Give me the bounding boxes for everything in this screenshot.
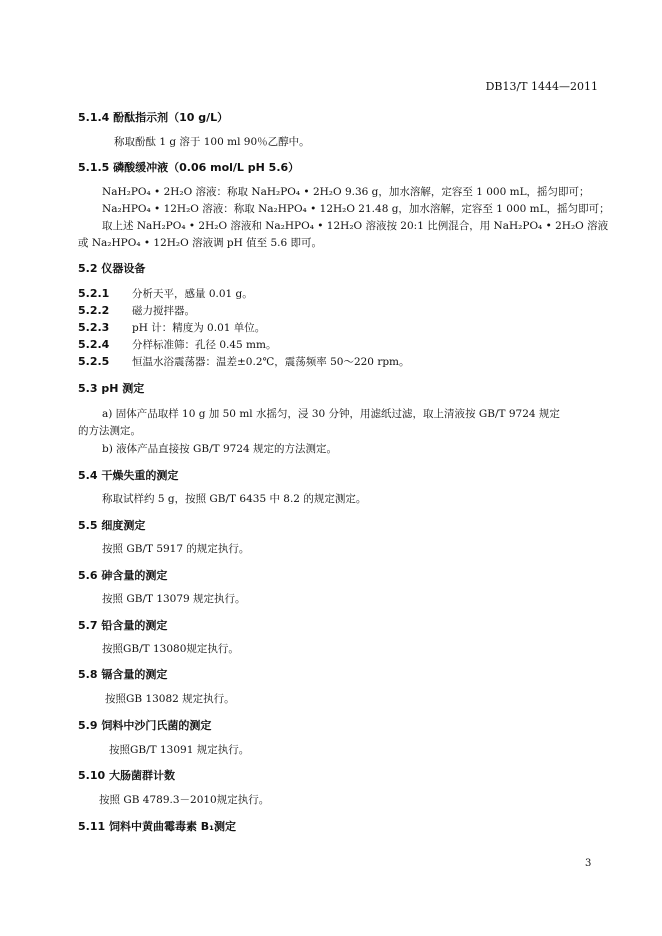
list-item: 5.2.3 pH 计：精度为 0.01 单位。 bbox=[78, 321, 266, 334]
section-title-5-11: 5.11 饲料中黄曲霉毒素 B₁测定 bbox=[78, 820, 237, 833]
buffer-line-1: NaH₂PO₄ • 2H₂O 溶液：称取 NaH₂PO₄ • 2H₂O 9.36 g，加水溶解，定容至 1 000 mL，摇匀即可； bbox=[102, 186, 590, 198]
list-item: 5.2.4 分样标准筛：孔径 0.45 mm。 bbox=[78, 338, 277, 351]
section-title-5-10: 5.10 大肠菌群计数 bbox=[78, 769, 175, 782]
section-body-5-10: 按照 GB 4789.3－2010规定执行。 bbox=[99, 794, 270, 806]
list-item: 5.2.2 磁力搅拌器。 bbox=[78, 304, 195, 317]
section-title-5-1-5: 5.1.5 磷酸缓冲液（0.06 mol/L pH 5.6） bbox=[78, 161, 300, 174]
section-body-5-4: 称取试样约 5 g，按照 GB/T 6435 中 8.2 的规定测定。 bbox=[102, 493, 367, 505]
buffer-line-3: 取上述 NaH₂PO₄ • 2H₂O 溶液和 Na₂HPO₄ • 12H₂O 溶液按 20:1 比例混合，用 NaH₂PO₄ • 2H₂O 溶液 bbox=[102, 220, 609, 232]
ph-item-b: b) 液体产品直接按 GB/T 9724 规定的方法测定。 bbox=[102, 443, 338, 455]
section-title-5-2: 5.2 仪器设备 bbox=[78, 262, 146, 275]
section-body-5-5: 按照 GB/T 5917 的规定执行。 bbox=[102, 543, 250, 555]
section-title-5-4: 5.4 干燥失重的测定 bbox=[78, 469, 179, 482]
document-code: DB13/T 1444—2011 bbox=[485, 80, 598, 93]
section-title-5-7: 5.7 铅含量的测定 bbox=[78, 619, 168, 632]
section-body-5-6: 按照 GB/T 13079 规定执行。 bbox=[102, 593, 246, 605]
ph-item-a-line-1: a) 固体产品取样 10 g 加 50 ml 水摇匀，浸 30 分钟，用滤纸过滤，取上清液按 GB/T 9724 规定 bbox=[102, 408, 560, 420]
section-body-5-1-4: 称取酚酞 1 g 溶于 100 ml 90％乙醇中。 bbox=[114, 136, 310, 148]
buffer-line-2: Na₂HPO₄ • 12H₂O 溶液：称取 Na₂HPO₄ • 12H₂O 21.48 g，加水溶解，定容至 1 000 mL，摇匀即可； bbox=[102, 203, 610, 215]
ph-item-a-line-2: 的方法测定。 bbox=[78, 425, 141, 437]
section-body-5-9: 按照GB/T 13091 规定执行。 bbox=[109, 744, 250, 756]
section-title-5-6: 5.6 砷含量的测定 bbox=[78, 569, 168, 582]
section-title-5-3: 5.3 pH 测定 bbox=[78, 382, 145, 395]
page-number: 3 bbox=[585, 858, 592, 869]
section-body-5-8: 按照GB 13082 规定执行。 bbox=[105, 693, 235, 705]
section-title-5-8: 5.8 镉含量的测定 bbox=[78, 668, 168, 681]
section-body-5-7: 按照GB/T 13080规定执行。 bbox=[102, 643, 239, 655]
list-item: 5.2.1 分析天平，感量 0.01 g。 bbox=[78, 287, 253, 300]
section-title-5-9: 5.9 饲料中沙门氏菌的测定 bbox=[78, 719, 212, 732]
section-title-5-5: 5.5 细度测定 bbox=[78, 519, 146, 532]
list-item: 5.2.5 恒温水浴震荡器：温差±0.2℃，震荡频率 50～220 rpm。 bbox=[78, 355, 410, 368]
section-title-5-1-4: 5.1.4 酚酞指示剂（10 g/L） bbox=[78, 111, 229, 124]
buffer-line-4: 或 Na₂HPO₄ • 12H₂O 溶液调 pH 值至 5.6 即可。 bbox=[78, 237, 323, 249]
